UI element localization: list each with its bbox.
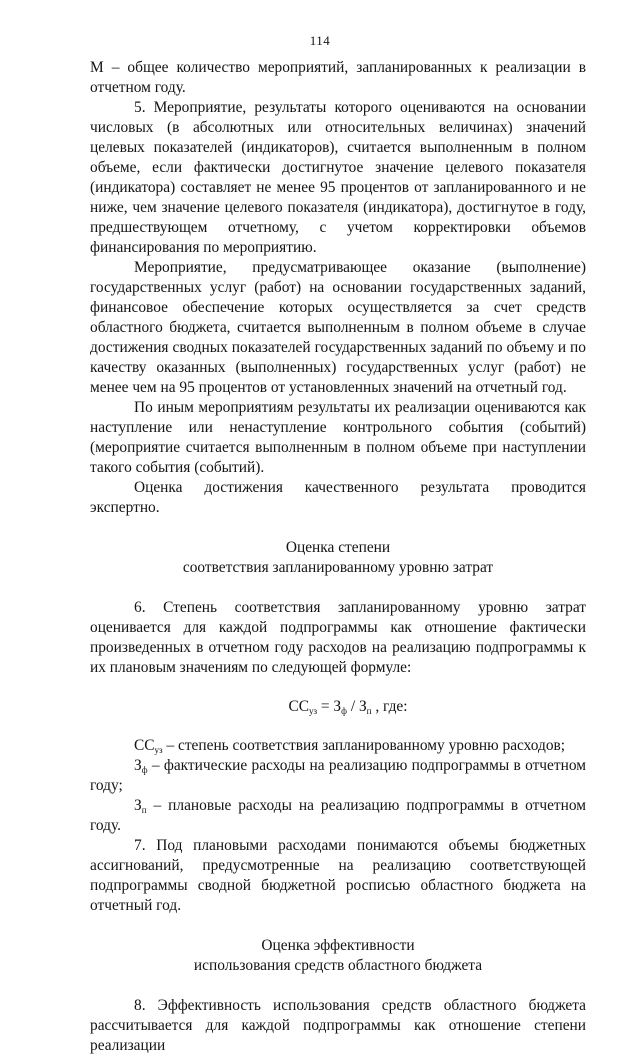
paragraph-other-measures: По иным мероприятиям результаты их реализации оцениваются как наступление или ненаступление контрольного события (событий) (мероприятие считается выполненным в полном объеме при наступлении такого события (событий).	[90, 399, 586, 476]
definition-cc-sub: уз	[154, 745, 163, 755]
page-number: 114	[309, 33, 331, 48]
section-heading-efficiency-line1: Оценка эффективности	[261, 937, 415, 954]
paragraph-5: 5. Мероприятие, результаты которого оцениваются на основании числовых (в абсолютных или относительных величинах) значений целевых показателей (индикаторов), считается выполненным в полном объеме, если фактически достигнутое значение целевого показателя (индикатора) составляет не менее 95 процентов от запланированного и не ниже, чем значение целевого показателя (индикатора), достигнутое в году, предшествующем отчетному, с учетом корректировки объемов финансирования по мероприятию.	[90, 99, 586, 256]
formula-cc: СС	[288, 698, 309, 715]
formula-cc-sub: уз	[308, 706, 318, 716]
definition-zf-text: – фактические расходы на реализацию подпрограммы в отчетном году;	[90, 757, 586, 794]
definition-cc-text: – степень соответствия запланированному уровню расходов;	[162, 737, 566, 754]
definition-zf	[90, 756, 586, 796]
formula-f-sub: ф	[341, 706, 347, 716]
definition-zp-sub: п	[141, 805, 147, 815]
paragraph-6: 6. Степень соответствия запланированному уровню затрат оценивается для каждой подпрограммы как отношение фактически произведенных в отчетном году расходов на реализацию подпрограммы к их плановым значениям по следующей формуле:	[90, 599, 586, 676]
definition-cc	[90, 736, 586, 756]
paragraph-7: 7. Под плановыми расходами понимаются объемы бюджетных ассигнований, предусмотренные на реализацию соответствующей подпрограммы сводной бюджетной росписью областного бюджета на отчетный год.	[90, 837, 586, 914]
cost-formula	[110, 697, 586, 717]
definition-zp	[90, 796, 586, 836]
paragraph-qualitative: Оценка достижения качественного результата проводится экспертно.	[90, 479, 586, 516]
definition-cc-symbol: СС	[134, 737, 155, 754]
paragraph-gov-services: Мероприятие, предусматривающее оказание (выполнение) государственных услуг (работ) на основании государственных заданий, финансовое обеспечение которых осуществляется за счет средств областного бюджета, считается выполненным в полном объеме в случае достижения сводных показателей государственных заданий по объему и по качеству оказанных (выполненных) государственных услуг (работ) не менее чем на 95 процентов от установленных значений на отчетный год.	[90, 259, 586, 396]
formula-eq: = З	[317, 698, 342, 715]
definition-zp-text: – плановые расходы на реализацию подпрограммы в отчетном году.	[90, 797, 586, 834]
definition-zf-symbol: З	[134, 757, 142, 774]
formula-p-sub: п	[366, 706, 372, 716]
page-content	[90, 58, 586, 1056]
formula-tail: , где:	[371, 698, 408, 715]
section-heading-cost-line1: Оценка степени	[285, 539, 391, 556]
paragraph-8: 8. Эффективность использования средств областного бюджета рассчитывается для каждой подпрограммы как отношение степени реализации	[90, 997, 586, 1054]
section-heading-efficiency-line2: использования средств областного бюджета	[193, 957, 483, 974]
section-heading-cost-line2: соответствия запланированному уровню затрат	[182, 559, 494, 576]
definition-zp-symbol: З	[134, 797, 142, 814]
paragraph-m-definition: М – общее количество мероприятий, запланированных к реализации в отчетном году.	[90, 59, 586, 96]
definition-zf-sub: ф	[141, 765, 148, 775]
formula-div: / З	[346, 698, 367, 715]
